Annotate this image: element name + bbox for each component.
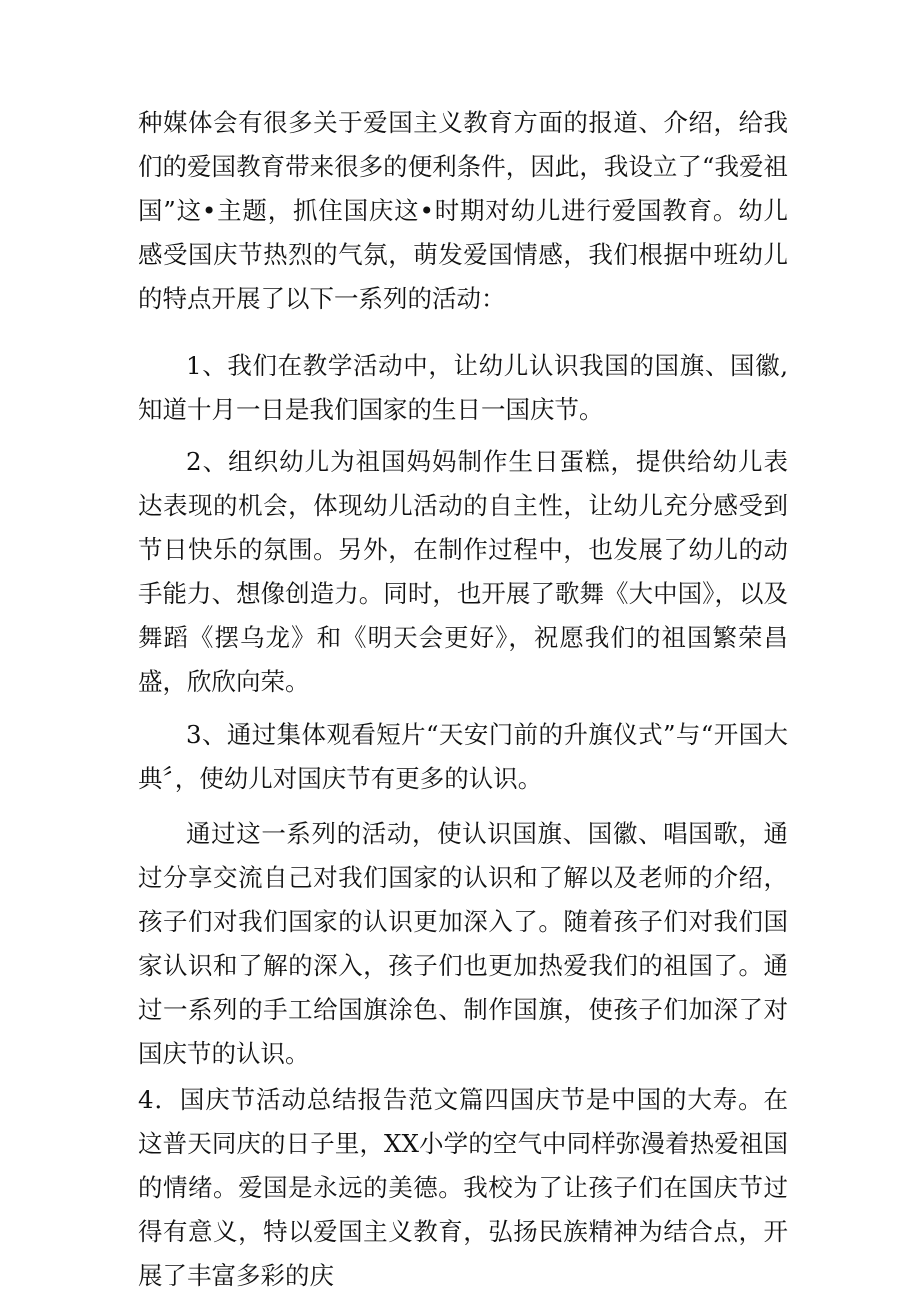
- paragraph-item-1: 1、我们在教学活动中，让幼儿认识我国的国旗、国徽,知道十月一日是我们国家的生日一国庆节。: [138, 351, 788, 424]
- paragraph-item-2: 2、组织幼儿为祖国妈妈制作生日蛋糕，提供给幼儿表达表现的机会，体现幼儿活动的自主性，让幼儿充分感受到节日快乐的氛围。另外，在制作过程中，也发展了幼儿的动手能力、想像创造力。同时，也开展了歌舞《大中国》，以及舞蹈《摆乌龙》和《明天会更好》，祝愿我们的祖国繁荣昌盛，欣欣向荣。: [138, 447, 788, 696]
- paragraph-summary: 通过这一系列的活动，使认识国旗、国徽、唱国歌，通过分享交流自己对我们国家的认识和了解以及老师的介绍，孩子们对我们国家的认识更加深入了。随着孩子们对我们国家认识和了解的深入，孩子们也更加热爱我们的祖国了。通过一系列的手工给国旗涂色、制作国旗，使孩子们加深了对国庆节的认识。: [138, 819, 788, 1068]
- paragraph-section-4: 4．国庆节活动总结报告范文篇四国庆节是中国的大寿。在这普天同庆的日子里，XX小学的空气中同样弥漫着热爱祖国的情绪。爱国是永远的美德。我校为了让孩子们在国庆节过得有意义，特以爱国主义教育，弘扬民族精神为结合点，开展了丰富多彩的庆: [138, 1085, 788, 1290]
- paragraph-intro: 种媒体会有很多关于爱国主义教育方面的报道、介绍，给我们的爱国教育带来很多的便利条件，因此，我设立了“我爱祖国”这•主题，抓住国庆这•时期对幼儿进行爱国教育。幼儿感受国庆节热烈的气氛，萌发爱国情感，我们根据中班幼儿的特点开展了以下一系列的活动：: [138, 108, 788, 313]
- paragraph-item-3: 3、通过集体观看短片“天安门前的升旗仪式”与“开国大典〞，使幼儿对国庆节有更多的认识。: [138, 720, 788, 793]
- body-text: [138, 101, 788, 1298]
